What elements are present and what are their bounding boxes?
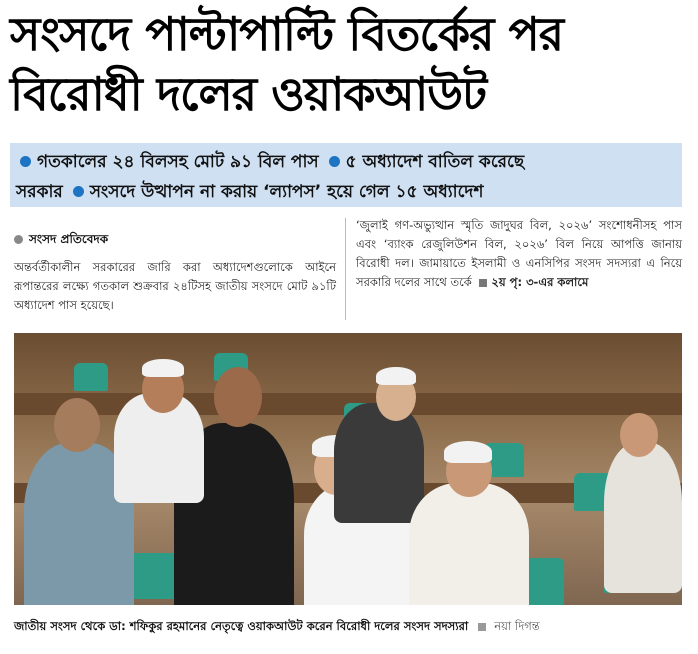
summary-point-2b: সরকার bbox=[16, 182, 63, 202]
photo-head bbox=[620, 413, 658, 457]
byline-text: সংসদ প্রতিবেদক bbox=[29, 232, 109, 246]
bullet-icon bbox=[329, 156, 340, 167]
summary-box bbox=[10, 143, 682, 207]
parliament-photo bbox=[14, 333, 682, 605]
summary-point-1: গতকালের ২৪ বিলসহ মোট ৯১ বিল পাস bbox=[37, 152, 319, 172]
caption-square-icon bbox=[478, 623, 486, 631]
column-divider bbox=[345, 218, 346, 320]
body-text-right-block bbox=[356, 216, 682, 292]
byline bbox=[14, 231, 108, 251]
caption-text: জাতীয় সংসদ থেকে ডা: শফিকুর রহমানের নেতৃত্বে ওয়াকআউট করেন বিরোধী দলের সংসদ সদস্যরা bbox=[14, 619, 469, 633]
continuation-jump[interactable] bbox=[475, 275, 588, 289]
photo-cap bbox=[142, 359, 184, 377]
summary-line-2 bbox=[16, 179, 483, 207]
photo-credit: নয়া দিগন্ত bbox=[494, 619, 540, 633]
photo-person bbox=[409, 483, 529, 605]
photo-chair bbox=[74, 363, 108, 391]
byline-dot-icon bbox=[14, 235, 23, 244]
photo-person bbox=[334, 403, 424, 523]
photo-head bbox=[214, 367, 262, 427]
jump-text: ২য় পৃ: ৩-এর কলামে bbox=[491, 275, 589, 289]
photo-person bbox=[604, 443, 682, 593]
summary-point-2a: ৫ অধ্যাদেশ বাতিল করেছে bbox=[345, 152, 525, 172]
photo-cap bbox=[376, 367, 416, 385]
summary-point-3: সংসদে উত্থাপন না করায় ‘ল্যাপস’ হয়ে গেল ১৫ অধ্যাদেশ bbox=[89, 182, 484, 202]
jump-square-icon bbox=[479, 279, 487, 287]
headline-line-2: বিরোধী দলের ওয়াকআউট bbox=[10, 67, 487, 121]
photo-caption bbox=[14, 618, 540, 637]
summary-line-1 bbox=[16, 149, 524, 177]
photo-cap bbox=[444, 441, 492, 463]
headline bbox=[10, 4, 690, 124]
body-text-right: ‘জুলাই গণ-অভ্যুত্থান স্মৃতি জাদুঘর বিল, ২০২৬’ সংশোধনীসহ পাস এবং ‘ব্যাংক রেজুলিউশন বিল, ২০২৬’ বিল নিয়ে আপত্তি জানায় বিরোধী দল। জামায়াতে ইসলামী ও এনসিপির সংসদ সদস্যরা এ নিয়ে সরকারি দলের সাথে তর্কে bbox=[356, 218, 682, 289]
headline-line-1: সংসদে পাল্টাপাল্টি বিতর্কের পর bbox=[10, 7, 563, 61]
photo-head bbox=[54, 398, 100, 452]
bullet-icon bbox=[73, 186, 84, 197]
body-text-left: অন্তর্বর্তীকালীন সরকারের জারি করা অধ্যাদেশগুলোকে আইনে রূপান্তরের লক্ষ্যে গতকাল শুক্রবার ২৪টিসহ জাতীয় সংসদে মোট ৯১টি অধ্যাদেশ পাস হয়েছে। bbox=[14, 260, 336, 312]
bullet-icon bbox=[20, 156, 31, 167]
